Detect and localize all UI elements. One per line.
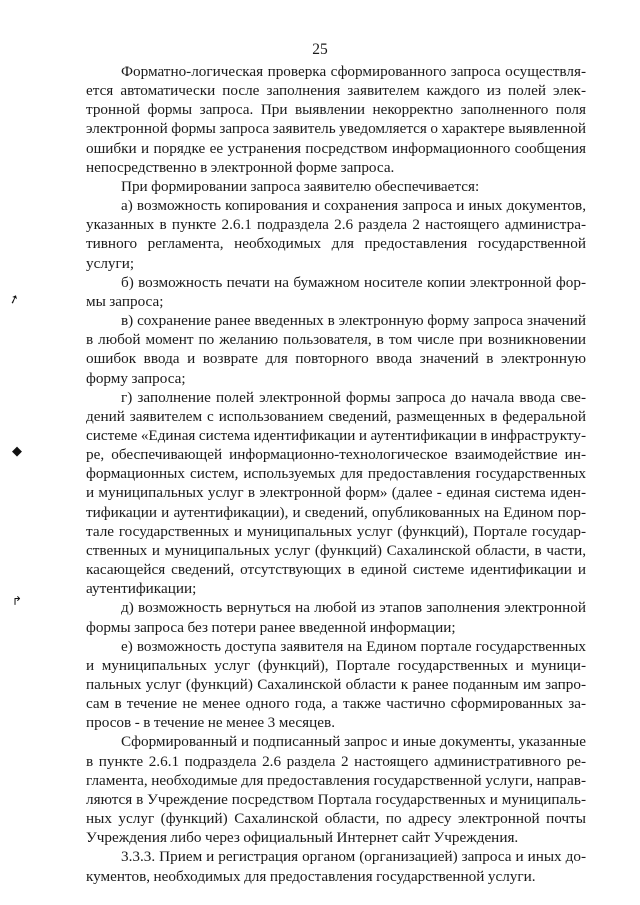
paragraph-section-3-3-3: 3.3.3. Прием и регистрация органом (организацией) запроса и иных документов, необходимых для предоставления государственной услуги. xyxy=(86,848,586,885)
scan-mark-icon: ➚ xyxy=(6,290,22,308)
paragraph-item-b: б) возможность печати на бумажном носителе копии электронной формы запроса; xyxy=(86,273,586,310)
paragraph-item-g: г) заполнение полей электронной формы запроса до начала ввода сведений заявителем с использованием сведений, размещенных в федеральной системе «Единая система идентификации и аутентификации в инфраструктуре, обеспечивающей информационно-технологическое взаимодействие информационных систем, используемых для предоставления государственных и муниципальных услуг в электронной форм» (далее - единая система идентификации и аутентификации), и сведений, опубликованных на Едином портале государственных и муниципальных услуг (функций), Портале государственных и муниципальных услуг (функций) Сахалинской области, в части, касающейся сведений, отсутствующих в единой системе идентификации и аутентификации; xyxy=(86,388,586,598)
paragraph-submission: Сформированный и подписанный запрос и иные документы, указанные в пункте 2.6.1 подраздела 2.6 раздела 2 настоящего административного регламента, необходимые для предоставления государственной услуги, направляются в Учреждение посредством Портала государственных и муниципальных услуг (функций) Сахалинской области, по адресу электронной почты Учреждения либо через официальный Интернет сайт Учреждения. xyxy=(86,733,586,847)
scan-mark-icon: ↱ xyxy=(12,594,23,608)
paragraph-format-check: Форматно-логическая проверка сформированного запроса осуществляется автоматически после заполнения заявителем каждого из полей электронной формы запроса. При выявлении некорректно заполненного поля электронной формы запроса заявитель уведомляется о характере выявленной ошибки и порядке ее устранения посредством информационного сообщения непосредственно в электронной форме запроса. xyxy=(86,63,586,176)
paragraph-item-v: в) сохранение ранее введенных в электронную форму запроса значений в любой момент по желанию пользователя, в том числе при возникновении ошибок ввода и возврате для повторного ввода значений в электронную форму запроса; xyxy=(86,312,586,387)
paragraph-item-a: а) возможность копирования и сохранения запроса и иных документов, указанных в пункте 2.6.1 подраздела 2.6 раздела 2 настоящего административного регламента, необходимых для предоставления государственной услуги; xyxy=(86,197,586,272)
scan-mark-icon: ◆ xyxy=(12,444,22,459)
paragraph-item-d: д) возможность вернуться на любой из этапов заполнения электронной формы запроса без потери ранее введенной информации; xyxy=(86,599,586,636)
page-number: 25 xyxy=(312,41,328,58)
paragraph-provisions-intro: При формировании запроса заявителю обеспечивается: xyxy=(121,177,480,195)
document-body xyxy=(86,62,586,886)
paragraph-item-e: е) возможность доступа заявителя на Едином портале государственных и муниципальных услуг (функций), Портале государственных и муниципальных услуг (функций) Сахалинской области к ранее поданным им запросам в течение не менее одного года, а также частично сформированных запросов - в течение не менее 3 месяцев. xyxy=(86,637,586,732)
